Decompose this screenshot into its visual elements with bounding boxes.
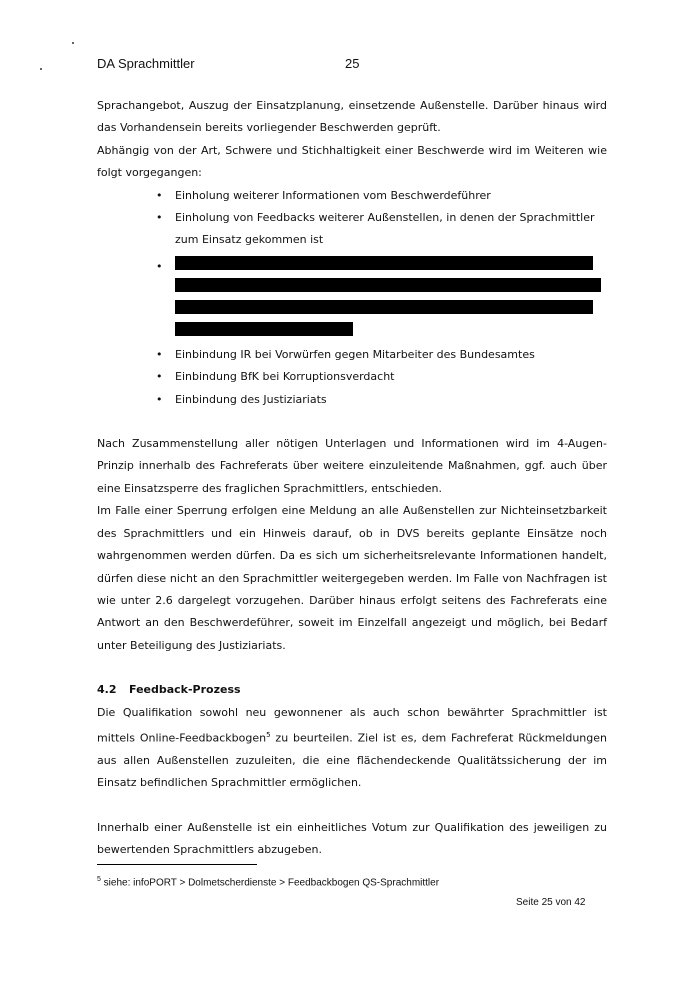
bullet-list (97, 185, 607, 252)
paragraph: Im Falle einer Sperrung erfolgen eine Meldung an alle Außenstellen zur Nichteinsetzbarkeit des Sprachmittlers und ein Hinweis darauf, ob in DVS bereits geplante Einsätze noch wahrgenommen werden dürfen. Da es sich um sicherheitsrelevante Informationen handelt, dürfen diese nicht an den Sprachmittler weitergegeben werden. Im Falle von Nachfragen ist wie unter 2.6 dargelegt vorzugehen. Darüber hinaus erfolgt seitens des Fachreferats eine Antwort an den Beschwerdeführer, soweit im Einzelfall angezeigt und möglich, bei Bedarf unter Beteiligung des Justiziariats. (97, 504, 607, 652)
footnote-marker: 5 (97, 876, 101, 883)
redaction-bar (175, 278, 601, 292)
bullet-icon: • (156, 211, 163, 225)
page-number: 25 (345, 56, 360, 71)
footnote-divider (97, 864, 257, 865)
section-number: 4.2 (97, 683, 117, 697)
page-body (97, 95, 607, 862)
list-item: • Einbindung BfK bei Korruptionsverdacht (97, 366, 607, 388)
paragraph: Die Qualifikation sowohl neu gewonnener als auch schon bewährter Sprachmittler ist mittels Online-Feedbackbogen$^5$ zu beurteilen. Ziel ist es, dem Fachreferat Rückmeldungen aus allen Außenstellen zuzuleiten, die eine flächendeckende Qualitätssicherung der im Einsatz befindlichen Sprachmittler ermöglichen. (97, 705, 607, 790)
list-item: • Einbindung des Justiziariats (97, 389, 607, 411)
list-item: • Einbindung IR bei Vorwürfen gegen Mitarbeiter des Bundesamtes (97, 344, 607, 366)
redaction-bar (175, 300, 593, 314)
bullet-icon: • (156, 188, 163, 202)
paragraph: Sprachangebot, Auszug der Einsatzplanung, einsetzende Außenstelle. Darüber hinaus wird das Vorhandensein bereits vorliegender Beschwerden geprüft. (97, 99, 607, 135)
list-item: • Einholung weiterer Informationen vom Beschwerdeführer (97, 185, 607, 207)
footnote-text: siehe: infoPORT > Dolmetscherdienste > Feedbackbogen QS-Sprachmittler (100, 877, 440, 889)
scan-speck (72, 42, 74, 44)
redacted-list-item (97, 256, 607, 336)
document-title: DA Sprachmittler (97, 56, 195, 71)
bullet-icon: • (156, 347, 163, 361)
paragraph: Abhängig von der Art, Schwere und Stichhaltigkeit einer Beschwerde wird im Weiteren wie folgt vorgegangen: (97, 143, 607, 180)
list-item: • Einholung von Feedbacks weiterer Außenstellen, in denen der Sprachmittler zum Einsatz gekommen ist (97, 207, 607, 252)
redaction-bar (175, 322, 353, 336)
section-title: Feedback-Prozess (129, 683, 241, 697)
bullet-list (97, 344, 607, 411)
page-footer-label: Seite 25 von 42 (516, 897, 586, 908)
paragraph: Nach Zusammenstellung aller nötigen Unterlagen und Informationen wird im 4-Augen-Prinzip innerhalb des Fachreferats über weitere einzuleitende Maßnahmen, ggf. auch über eine Einsatzsperre des fraglichen Sprachmittlers, entschieden. (97, 437, 607, 495)
scan-speck (40, 68, 42, 70)
bullet-icon: • (156, 259, 163, 273)
bullet-icon: • (156, 392, 163, 406)
footnote (97, 876, 439, 888)
bullet-icon: • (156, 370, 163, 384)
paragraph: Innerhalb einer Außenstelle ist ein einheitliches Votum zur Qualifikation des jeweiligen zu bewertenden Sprachmittlers abzugeben. (97, 820, 607, 857)
section-heading (97, 679, 607, 701)
footnote-ref: 5 (266, 730, 271, 739)
redaction-bar (175, 256, 593, 270)
